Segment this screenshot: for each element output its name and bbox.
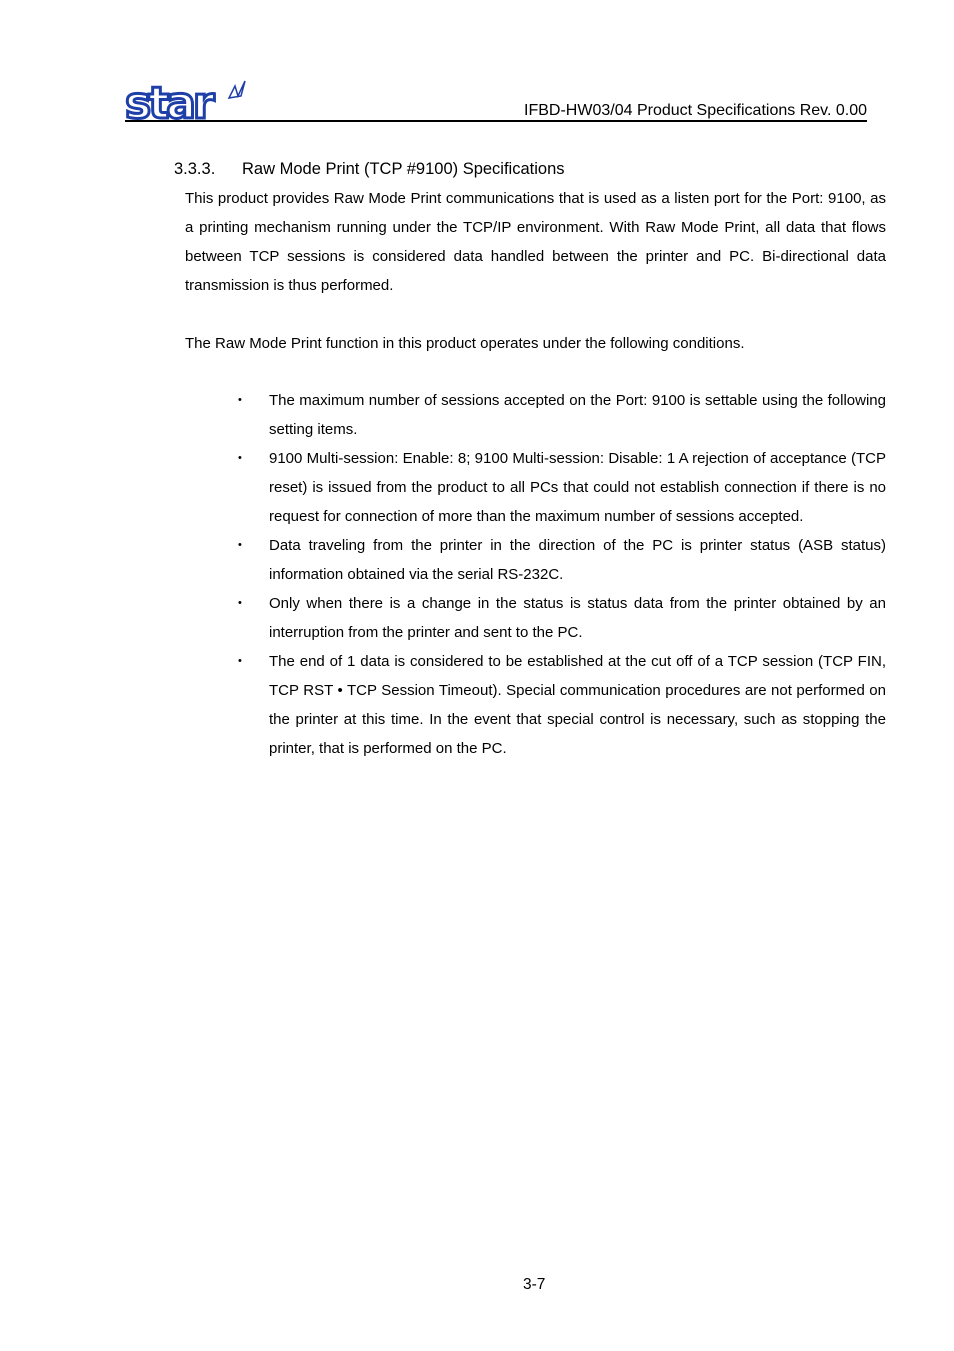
header-title: IFBD-HW03/04 Product Specifications Rev. 0.00 xyxy=(524,102,867,119)
list-item xyxy=(236,386,886,444)
bullet-icon: • xyxy=(238,452,242,464)
bullet-icon: • xyxy=(238,539,242,551)
list-item xyxy=(236,531,886,589)
conditions-list xyxy=(236,386,886,763)
list-item xyxy=(236,589,886,647)
header-rule xyxy=(125,120,867,122)
star-logo xyxy=(125,76,247,122)
intro-paragraph: This product provides Raw Mode Print communications that is used as a listen port for the Port: 9100, as a printing mechanism running under the TCP/IP environment. With Raw Mode Print, all data that flows between TCP sessions is considered data handled between the printer and PC. Bi-directional data transmission is thus performed. xyxy=(185,190,886,294)
conditions-paragraph: The Raw Mode Print function in this product operates under the following conditions. xyxy=(185,335,745,352)
logo-star-mark xyxy=(229,81,245,98)
logo-text: star xyxy=(125,78,212,122)
bullet-icon: • xyxy=(238,597,242,609)
list-item-text: Only when there is a change in the status is status data from the printer obtained by an interruption from the printer and sent to the PC. xyxy=(269,595,886,641)
bullet-icon: • xyxy=(238,394,242,406)
list-item-text: The end of 1 data is considered to be established at the cut off of a TCP session (TCP FIN, TCP RST • TCP Session Timeout). Special communication procedures are not performed on the printer at this time. In the event that special control is necessary, such as stopping the printer, that is performed on the PC. xyxy=(269,653,886,757)
list-item-text: 9100 Multi-session: Enable: 8; 9100 Multi-session: Disable: 1 A rejection of acceptance (TCP reset) is issued from the product to all PCs that could not establish connection if there is no request for connection of more than the maximum number of sessions accepted. xyxy=(269,450,886,525)
bullet-icon: • xyxy=(238,655,242,667)
list-item xyxy=(236,444,886,531)
page-number: 3-7 xyxy=(523,1276,546,1293)
section-title: Raw Mode Print (TCP #9100) Specifications xyxy=(242,160,565,178)
section-number: 3.3.3. xyxy=(174,160,216,178)
list-item-text: The maximum number of sessions accepted on the Port: 9100 is settable using the following setting items. xyxy=(269,392,886,438)
list-item-text: Data traveling from the printer in the direction of the PC is printer status (ASB status) information obtained via the serial RS-232C. xyxy=(269,537,886,583)
list-item xyxy=(236,647,886,763)
section-heading xyxy=(174,160,565,179)
